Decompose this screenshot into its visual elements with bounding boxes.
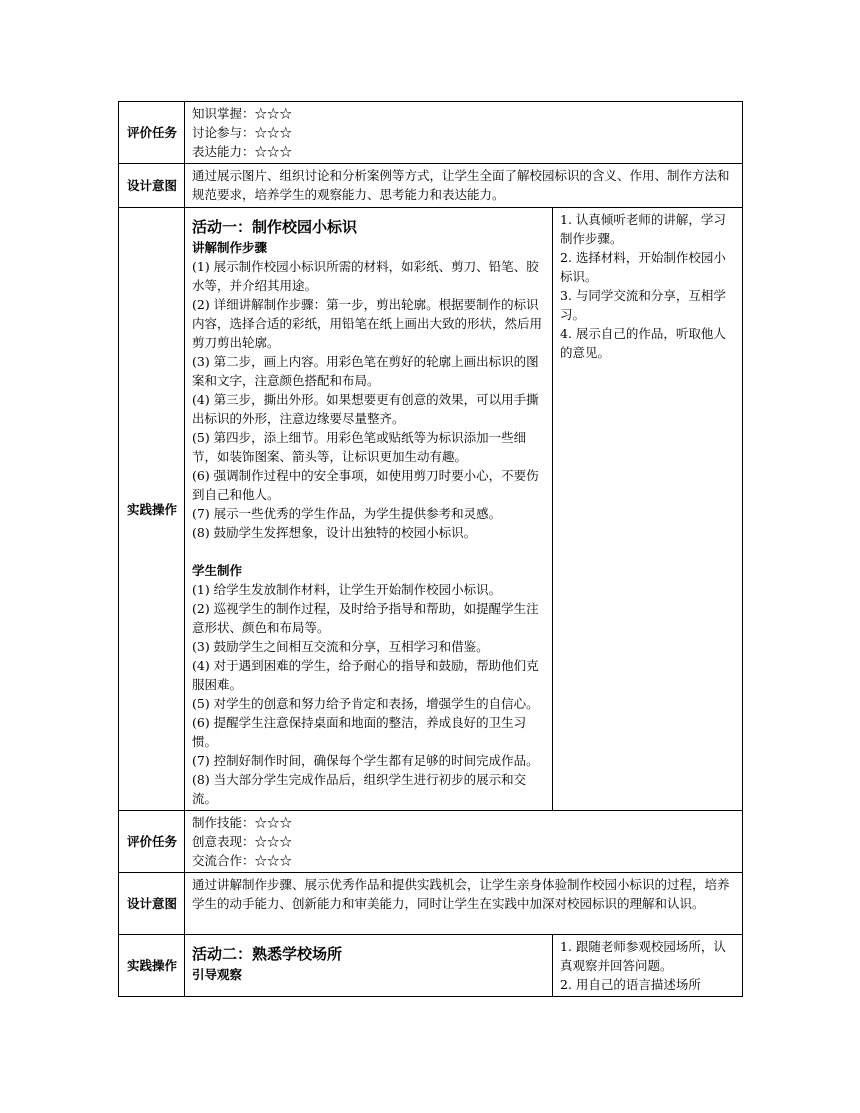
- row-label: 实践操作: [119, 208, 185, 811]
- step-item: (8) 鼓励学生发挥想象，设计出独特的校园小标识。: [192, 525, 477, 540]
- eval-item: 讨论参与：☆☆☆: [192, 125, 293, 140]
- student-item: 1. 认真倾听老师的讲解，学习制作步骤。: [560, 212, 726, 246]
- student-activity: [553, 935, 743, 997]
- eval-row-2: [119, 811, 743, 873]
- step-item: (2) 详细讲解制作步骤：第一步，剪出轮廓。根据要制作的标识内容，选择合适的彩纸，用铅笔在纸上画出大致的形状，然后用剪刀剪出轮廓。: [192, 297, 543, 350]
- step-item: (8) 当大部分学生完成作品后，组织学生进行初步的展示和交流。: [192, 772, 527, 806]
- step-item: (6) 强调制作过程中的安全事项，如使用剪刀时要小心，不要伤到自己和他人。: [192, 468, 539, 502]
- student-item: 2. 选择材料，开始制作校园小标识。: [560, 250, 726, 284]
- step-item: (4) 对于遇到困难的学生，给予耐心的指导和鼓励，帮助他们克服困难。: [192, 658, 539, 692]
- row-label: 设计意图: [119, 164, 185, 208]
- design-row-1: [119, 164, 743, 208]
- teacher-activity: [185, 935, 553, 997]
- step-item: (3) 第二步，画上内容。用彩色笔在剪好的轮廓上画出标识的图案和文字，注意颜色搭配和布局。: [192, 354, 539, 388]
- eval-item: 知识掌握：☆☆☆: [192, 106, 293, 121]
- step-item: (7) 展示一些优秀的学生作品，为学生提供参考和灵感。: [192, 506, 502, 521]
- student-item: 4. 展示自己的作品，听取他人的意见。: [560, 326, 726, 360]
- practice-row-2: [119, 935, 743, 997]
- eval-item: 表达能力：☆☆☆: [192, 144, 293, 159]
- row-label: 评价任务: [119, 811, 185, 873]
- row-label: 实践操作: [119, 935, 185, 997]
- step-item: (6) 提醒学生注意保持桌面和地面的整洁，养成良好的卫生习惯。: [192, 715, 527, 749]
- section-title: 讲解制作步骤: [192, 240, 268, 255]
- student-item: 3. 与同学交流和分享，互相学习。: [560, 288, 726, 322]
- teacher-activity: [185, 208, 553, 811]
- activity-title: 活动二：熟悉学校场所: [192, 945, 343, 963]
- student-activity: [553, 208, 743, 811]
- step-item: (3) 鼓励学生之间相互交流和分享，互相学习和借鉴。: [192, 639, 489, 654]
- lesson-plan-table: [118, 101, 743, 997]
- row-label: 评价任务: [119, 102, 185, 164]
- eval-item: 制作技能：☆☆☆: [192, 815, 293, 830]
- eval-row-1: [119, 102, 743, 164]
- eval-content: [185, 811, 743, 873]
- student-item: 2. 用自己的语言描述场所: [560, 977, 701, 992]
- step-item: (7) 控制好制作时间，确保每个学生都有足够的时间完成作品。: [192, 753, 539, 768]
- design-content: 通过展示图片、组织讨论和分析案例等方式，让学生全面了解校园标识的含义、作用、制作方法和规范要求，培养学生的观察能力、思考能力和表达能力。: [185, 164, 743, 208]
- step-item: (4) 第三步，撕出外形。如果想要更有创意的效果，可以用手撕出标识的外形，注意边缘要尽量整齐。: [192, 392, 539, 426]
- eval-item: 交流合作：☆☆☆: [192, 853, 293, 868]
- step-item: (1) 给学生发放制作材料，让学生开始制作校园小标识。: [192, 582, 502, 597]
- eval-content: [185, 102, 743, 164]
- activity-title: 活动一：制作校园小标识: [192, 218, 358, 236]
- eval-item: 创意表现：☆☆☆: [192, 834, 293, 849]
- step-item: (1) 展示制作校园小标识所需的材料，如彩纸、剪刀、铅笔、胶水等，并介绍其用途。: [192, 259, 539, 293]
- step-item: (5) 对学生的创意和努力给予肯定和表扬，增强学生的自信心。: [192, 696, 539, 711]
- section-title: 学生制作: [192, 563, 243, 578]
- design-content: 通过讲解制作步骤、展示优秀作品和提供实践机会，让学生亲身体验制作校园小标识的过程，培养学生的动手能力、创新能力和审美能力，同时让学生在实践中加深对校园标识的理解和认识。: [185, 873, 743, 935]
- student-item: 1. 跟随老师参观校园场所，认真观察并回答问题。: [560, 939, 726, 973]
- step-item: (5) 第四步，添上细节。用彩色笔或贴纸等为标识添加一些细节，如装饰图案、箭头等，让标识更加生动有趣。: [192, 430, 527, 464]
- design-row-2: [119, 873, 743, 935]
- row-label: 设计意图: [119, 873, 185, 935]
- practice-row-1: [119, 208, 743, 811]
- step-item: (2) 巡视学生的制作过程，及时给予指导和帮助，如提醒学生注意形状、颜色和布局等。: [192, 601, 539, 635]
- section-title: 引导观察: [192, 967, 243, 982]
